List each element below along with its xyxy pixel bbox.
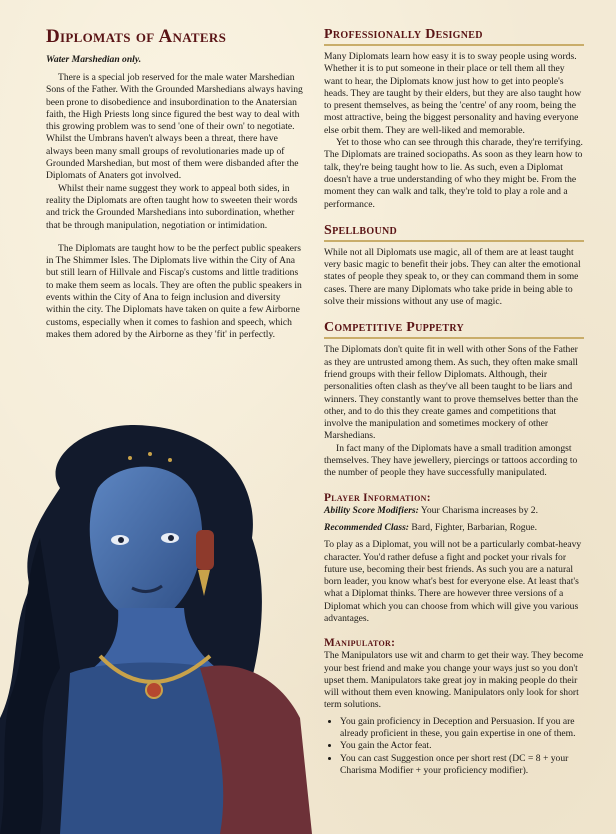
manipulator-feature-list — [324, 716, 584, 777]
recommended-class-line: Recommended Class: Bard, Fighter, Barbarian, Rogue. — [324, 521, 538, 533]
puppetry-paragraph-1: The Diplomats don't quite fit in well with other Sons of the Father as they are untrusted among them. As such, they often make small friend groups with their fellow Diplomats. Although, their personalities often clash as they've all been taught to be liars and winners. They constantly want to prove themselves better than the other, and to do this they create games and competitions that involve the manipulation and sometimes mockery of other Marshedians. — [324, 344, 578, 442]
section-heading-player-information: Player Information: — [324, 491, 431, 504]
section-heading-competitive-puppetry: Competitive Puppetry — [324, 319, 584, 339]
page-title: Diplomats of Anaters — [46, 26, 227, 47]
right-column — [324, 26, 584, 777]
speakers-paragraph: The Diplomats are taught how to be the perfect public speakers in The Shimmer Isles. The Diplomats live within the City of Ana but still learn of Hillvale and Fiscap's customs and little traditions to make them seem as locals. They are often the public speakers in events within the City of Ana to feign inclusion and diversity within the city. The Diplomats have taken on quite a few Airborne customs, especially when it comes to fashion and speech, which makes them adored by the Airborne as they 'fit' in perfectly. — [46, 242, 302, 340]
designed-paragraph-1: Many Diplomats learn how easy it is to sway people using words. Whether it is to put someone in their place or tell them all they want to hear, the Diplomats know just how to get into people's heads. They are taught by their elders, but they are also taught how to present themselves, as being the 'centre' of any room, being the most attractive, being the biggest personality and having everyone else orbit them. They are well-liked and memorable. — [324, 51, 582, 136]
manipulator-paragraph: The Manipulators use wit and charm to get their way. They become your best friend and make you change your ways just so you don't upset them. Manipulators take great joy in making people do their will without them even knowing. Manipulators only look for short term solutions. — [324, 650, 584, 711]
spellbound-paragraph: While not all Diplomats use magic, all of them are at least taught very basic magic to benefit their jobs. They can alter the emotional states of people they speak to, or they can command them in some cases. There are many Diplomats who take pride in being able to solve their missions without any use of magic. — [324, 246, 581, 308]
name-paragraph: Whilst their name suggest they work to appeal both sides, in reality the Diplomats are often taught how to sweeten their words and trick the Grounded Marshedians into subordination, whether that be through manipulation, negotiation or intimidation. — [46, 182, 298, 231]
intro-paragraph: There is a special job reserved for the male water Marshedian Sons of the Father. With the Grounded Marshedians always having been prone to disobedience and insubordination to the Anatersian faith, the High Priests long since figured the best way to deal with this growing problem was to send 'one of their own' to negotiate. Whilst the Umbrans haven't always been a threat, there have always been many small groups of revolutionaries made up of Grounded Marshedian, but most of them were disbanded after the Diplomats of Anaters got involved. — [46, 72, 303, 182]
puppetry-paragraph-2: In fact many of the Diplomats have a small tradition amongst themselves. They have jewellery, piercings or tattoos according to the number of people they have successfully manipulated. — [324, 442, 578, 479]
diplomat-portrait — [0, 418, 312, 834]
section-heading-manipulator: Manipulator: — [324, 637, 396, 650]
subtitle: Water Marshedian only. — [46, 54, 142, 65]
list-item: • You gain proficiency in Deception and Persuasion. If you are already proficient in these, you gain expertise in one of them. — [340, 716, 584, 741]
player-paragraph: To play as a Diplomat, you will not be a particularly combat-heavy character. You'd rather defuse a fight and pocket your rivals for future use, becoming their best friends. As such you are a natural born leader, you know what's best for everyone else. At least that's what a Diplomat thinks. There are however three versions of a Diplomat which you can choose from which will give you various advantages. — [324, 539, 582, 624]
left-column — [46, 26, 304, 341]
section-heading-professionally-designed: Professionally Designed — [324, 26, 584, 46]
ability-score-line: Ability Score Modifiers: Your Charisma increases by 2. — [324, 504, 538, 516]
list-item: • You gain the Actor feat. — [340, 740, 584, 752]
section-heading-spellbound: Spellbound — [324, 222, 584, 242]
designed-paragraph-2: Yet to those who can see through this charade, they're terrifying. The Diplomats are trained sociopaths. As soon as they learn how to talk, they're being taught how to lie. As such, even a Diplomat doesn't have a true understanding of who they might be. From the moment they can walk and talk, they're told to play a role and a performance. — [324, 137, 583, 210]
list-item: • You can cast Suggestion once per short rest (DC = 8 + your Charisma Modifier + your proficiency modifier). — [340, 753, 584, 778]
